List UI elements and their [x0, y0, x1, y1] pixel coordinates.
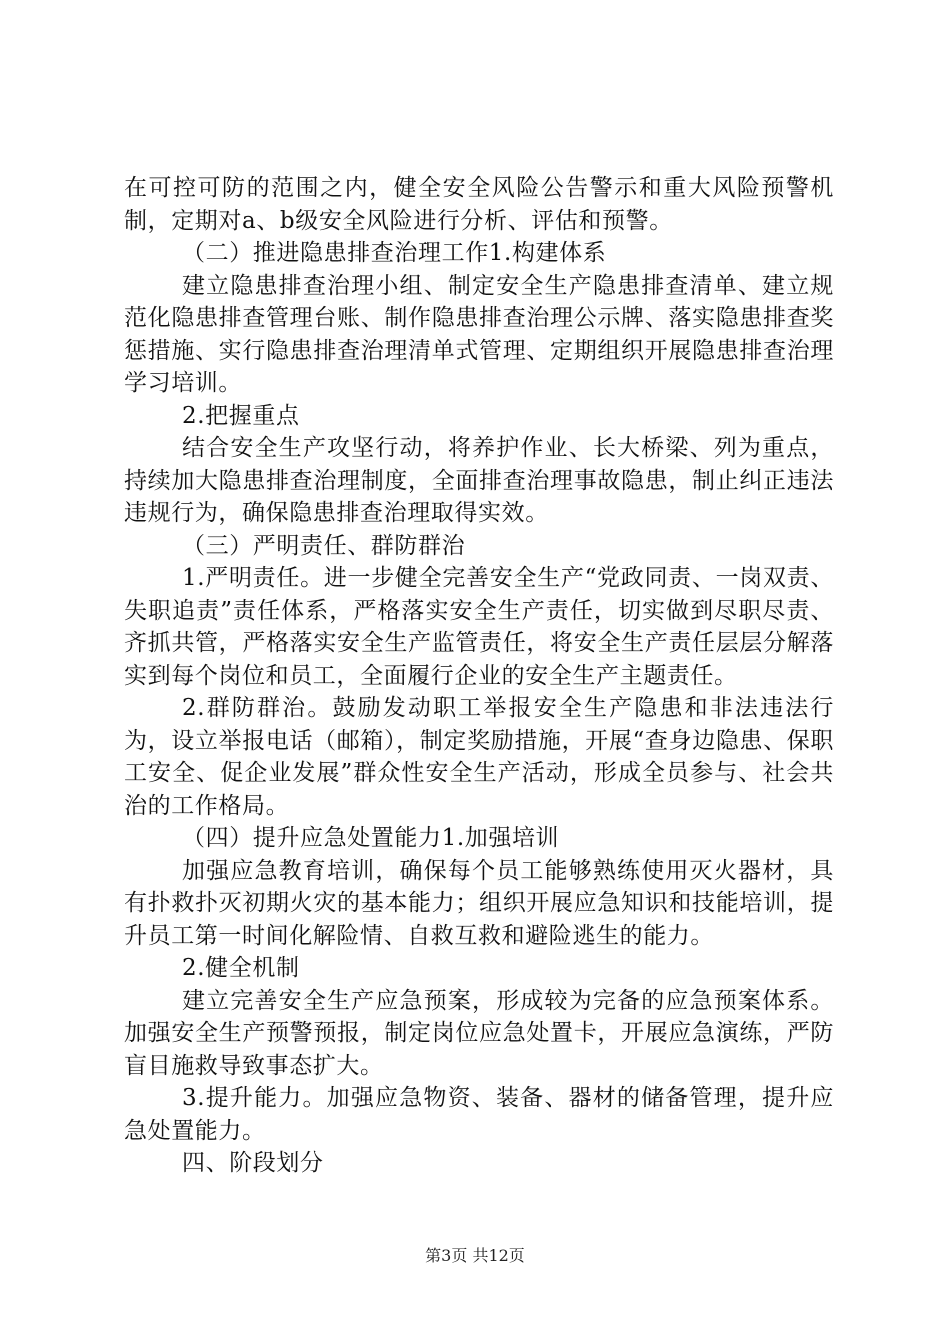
heading-mechanism: 2.健全机制	[182, 955, 300, 981]
heading-key-points: 2.把握重点	[182, 402, 300, 429]
document-body	[124, 172, 834, 1180]
paragraph-training: 加强应急教育培训，确保每个员工能够熟练使用灭火器材，具有扑救扑灭初期火灾的基本能力；组织开展应急知识和技能培训，提升员工第一时间化解险情、自救互救和避险逃生的能力。	[124, 857, 834, 949]
paragraph-improve-capability: 3.提升能力。加强应急物资、装备、器材的储备管理，提升应急处置能力。	[124, 1085, 834, 1144]
heading-emergency-capability: （四）提升应急处置能力1.加强培训	[182, 825, 560, 851]
paragraph-mass-prevention: 2.群防群治。鼓励发动职工举报安全生产隐患和非法违法行为，设立举报电话（邮箱），制定奖励措施，开展“查身边隐患、保职工安全、促企业发展”群众性安全生产活动，形成全员参与、社会共治的工作格局。	[124, 695, 834, 819]
paragraph-risk-warning: 在可控可防的范围之内，健全安全风险公告警示和重大风险预警机制，定期对a、b级安全风险进行分析、评估和预警。	[124, 175, 834, 234]
heading-hazard-investigation: （二）推进隐患排查治理工作1.构建体系	[182, 240, 607, 266]
paragraph-key-points: 结合安全生产攻坚行动，将养护作业、长大桥梁、列为重点，持续加大隐患排查治理制度，全面排查治理事故隐患，制止纠正违法违规行为，确保隐患排查治理取得实效。	[124, 435, 834, 526]
paragraph-mechanism: 建立完善安全生产应急预案，形成较为完备的应急预案体系。加强安全生产预警预报，制定岗位应急处置卡，开展应急演练，严防盲目施救导致事态扩大。	[124, 987, 834, 1079]
heading-responsibility: （三）严明责任、群防群治	[182, 532, 466, 559]
paragraph-build-system: 建立隐患排查治理小组、制定安全生产隐患排查清单、建立规范化隐患排查管理台账、制作隐患排查治理公示牌、落实隐患排查奖惩措施、实行隐患排查治理清单式管理、定期组织开展隐患排查治理学习培训。	[124, 272, 834, 396]
heading-phase-division: 四、阶段划分	[182, 1150, 324, 1176]
page-number-footer: 第3页 共12页	[425, 1246, 525, 1265]
paragraph-strict-responsibility: 1.严明责任。进一步健全完善安全生产“党政同责、一岗双责、失职追责”责任体系，严格落实安全生产责任，切实做到尽职尽责、齐抓共管，严格落实安全生产监管责任，将安全生产责任层层分解落实到每个岗位和员工，全面履行企业的安全生产主题责任。	[124, 565, 834, 689]
